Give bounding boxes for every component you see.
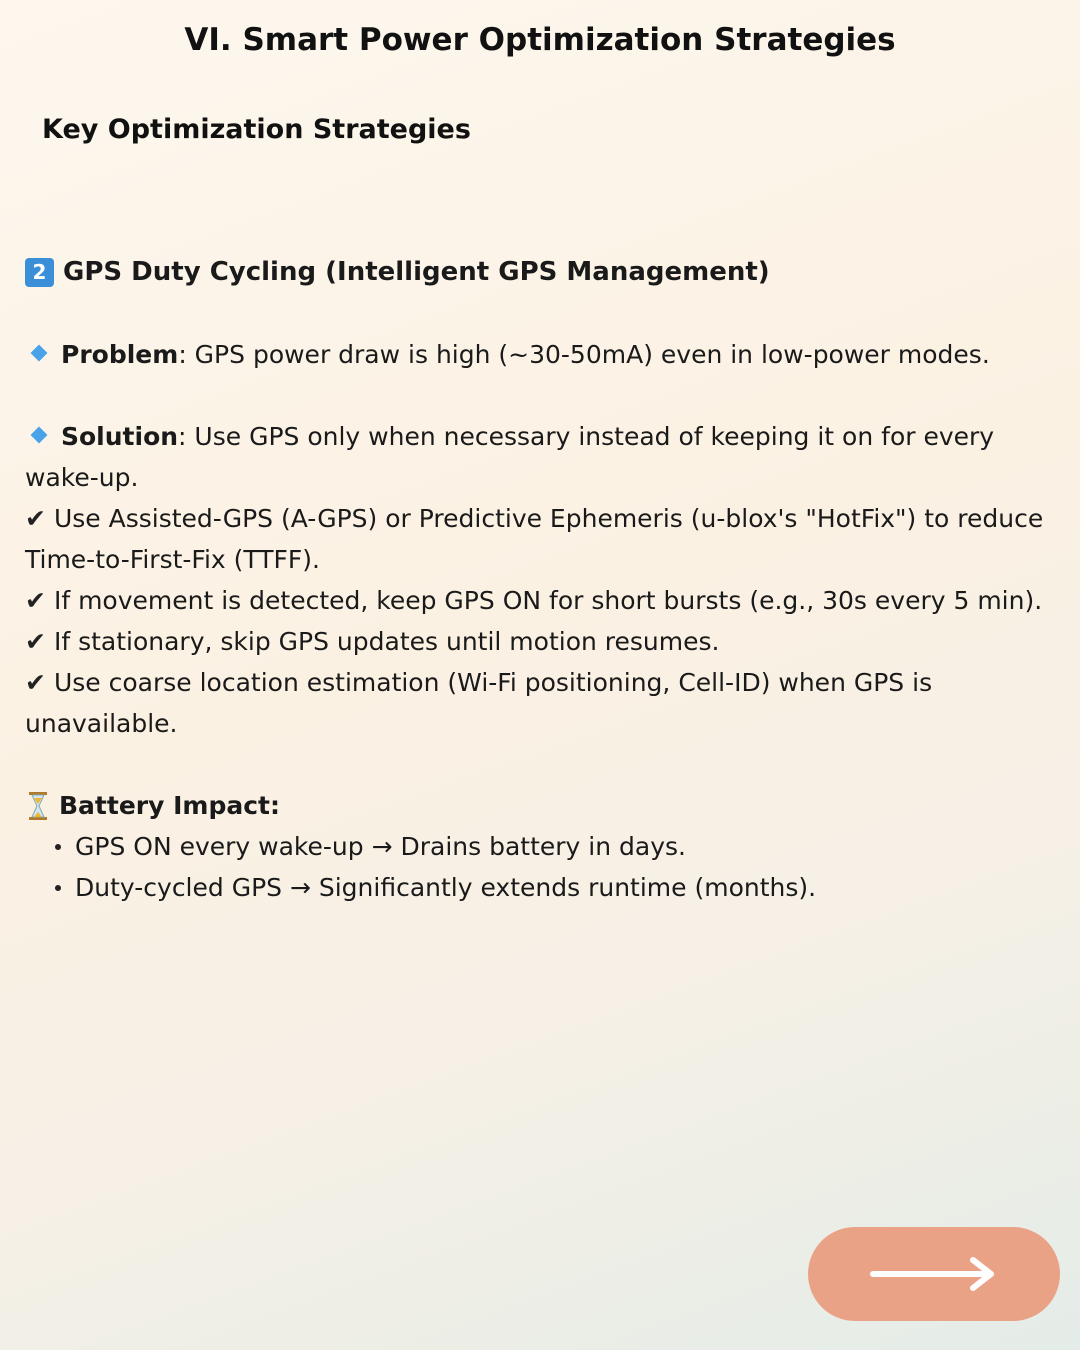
list-item: Duty-cycled GPS → Significantly extends runtime (months). [75, 867, 1070, 908]
problem-text: : GPS power draw is high (~30-50mA) even in low-power modes. [178, 340, 990, 369]
problem-label: Problem [61, 340, 179, 369]
number-badge-icon: 2 [25, 258, 54, 287]
arrow-right-icon [869, 1254, 999, 1294]
diamond-bullet-icon [31, 345, 48, 362]
solution-paragraph [25, 416, 1070, 498]
check-icon: ✔ [25, 586, 46, 615]
check-item [25, 662, 1070, 744]
content-body [25, 252, 1070, 908]
next-button[interactable] [808, 1227, 1060, 1321]
list-item: GPS ON every wake-up → Drains battery in days. [75, 826, 1070, 867]
check-icon: ✔ [25, 668, 46, 697]
check-icon: ✔ [25, 627, 46, 656]
solution-label: Solution [61, 422, 179, 451]
check-item-text: If stationary, skip GPS updates until motion resumes. [53, 627, 720, 656]
check-icon: ✔ [25, 504, 46, 533]
section-heading: Key Optimization Strategies [42, 114, 471, 145]
check-item [25, 580, 1070, 621]
battery-impact-heading [25, 785, 1070, 826]
check-item [25, 498, 1070, 580]
strategy-title: GPS Duty Cycling (Intelligent GPS Management) [63, 257, 770, 287]
check-item [25, 621, 1070, 662]
check-item-text: If movement is detected, keep GPS ON for short bursts (e.g., 30s every 5 min). [53, 586, 1043, 615]
impact-list [25, 826, 1070, 908]
hourglass-icon [29, 792, 47, 820]
problem-paragraph [25, 334, 1070, 375]
page-title: VI. Smart Power Optimization Strategies [184, 22, 896, 58]
check-item-text: Use coarse location estimation (Wi-Fi positioning, Cell-ID) when GPS is unavailable. [25, 668, 933, 738]
diamond-bullet-icon [31, 427, 48, 444]
strategy-heading [25, 252, 1070, 293]
battery-impact-title: Battery Impact: [59, 791, 280, 820]
solution-text: : Use GPS only when necessary instead of keeping it on for every wake-up. [25, 422, 995, 492]
check-item-text: Use Assisted-GPS (A-GPS) or Predictive Ephemeris (u-blox's "HotFix") to reduce Time-to-First-Fix (TTFF). [25, 504, 1044, 574]
